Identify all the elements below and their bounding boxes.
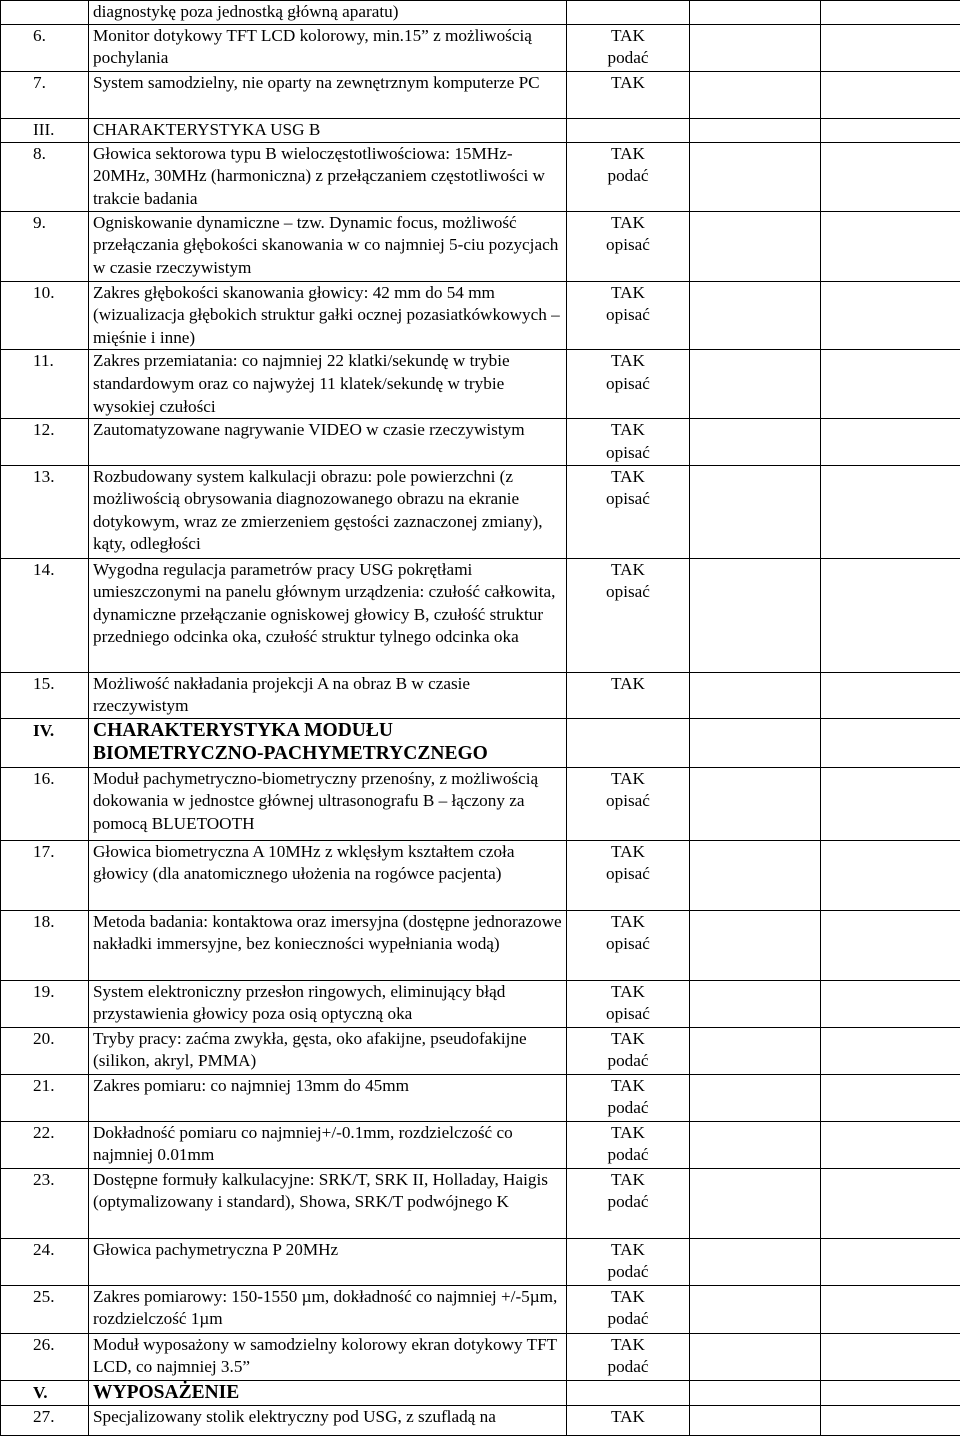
required-parameter (567, 1121, 690, 1168)
required-value: podać (567, 165, 689, 188)
requirement-description: Głowica pachymetryczna P 20MHz (89, 1238, 567, 1285)
required-value: TAK (567, 768, 689, 791)
required-value: TAK (567, 212, 689, 235)
row-number: 23. (1, 1168, 89, 1238)
required-value: podać (567, 1144, 689, 1167)
offered-parameter-cell[interactable] (690, 1333, 821, 1380)
required-parameter (567, 1027, 690, 1074)
remarks-cell[interactable] (821, 1405, 960, 1435)
row-number: 17. (1, 840, 89, 910)
requirement-description: Rozbudowany system kalkulacji obrazu: pole powierzchni (z możliwością obrysowania diagnozowanego obrazu na ekranie dotykowym, wraz ze zmierzeniem gęstości zaznaczonej zmiany), kąty, odległości (89, 465, 567, 558)
required-value: TAK (567, 282, 689, 305)
offered-parameter-cell[interactable] (690, 1380, 821, 1405)
row-number: 25. (1, 1285, 89, 1333)
requirement-description: Możliwość nakładania projekcji A na obraz B w czasie rzeczywistym (89, 672, 567, 718)
row-number: 7. (1, 71, 89, 118)
row-number: 12. (1, 419, 89, 465)
required-value: TAK (567, 25, 689, 48)
required-value: opisać (567, 933, 689, 956)
required-parameter (567, 118, 690, 142)
required-value: opisać (567, 442, 689, 465)
offered-parameter-cell[interactable] (690, 840, 821, 910)
requirement-description: Zakres pomiaru: co najmniej 13mm do 45mm (89, 1074, 567, 1121)
section-title: CHARAKTERYSTYKA MODUŁU BIOMETRYCZNO-PACHYMETRYCZNEGO (89, 718, 567, 767)
row-number: 16. (1, 767, 89, 840)
table-row (1, 142, 960, 211)
table-row (1, 281, 960, 350)
required-value: TAK (567, 1122, 689, 1145)
specification-rows (1, 1, 960, 1436)
remarks-cell[interactable] (821, 350, 960, 419)
required-value: TAK (567, 1239, 689, 1262)
required-value: TAK (567, 1075, 689, 1098)
required-parameter (567, 840, 690, 910)
required-value: TAK (567, 350, 689, 373)
offered-parameter-cell[interactable] (690, 1405, 821, 1435)
remarks-cell[interactable] (821, 1380, 960, 1405)
offered-parameter-cell[interactable] (690, 211, 821, 281)
offered-parameter-cell[interactable] (690, 142, 821, 211)
remarks-cell[interactable] (821, 1285, 960, 1333)
required-value: opisać (567, 863, 689, 886)
required-value: podać (567, 47, 689, 70)
required-value: opisać (567, 373, 689, 396)
row-number: 14. (1, 558, 89, 672)
remarks-cell[interactable] (821, 1074, 960, 1121)
offered-parameter-cell[interactable] (690, 718, 821, 767)
row-number: 8. (1, 142, 89, 211)
required-value: TAK (567, 419, 689, 442)
required-parameter (567, 558, 690, 672)
requirement-description: Wygodna regulacja parametrów pracy USG pokrętłami umieszczonymi na panelu głównym urządzenia: czułość całkowita, dynamiczne przełączanie ogniskowej głowicy B, czułość struktur przedniego odcinka oka, czułość struktur tylnego odcinka oka (89, 558, 567, 672)
remarks-cell[interactable] (821, 767, 960, 840)
required-value: TAK (567, 1028, 689, 1051)
row-number: 10. (1, 281, 89, 350)
required-parameter (567, 718, 690, 767)
row-number: 24. (1, 1238, 89, 1285)
row-number: 22. (1, 1121, 89, 1168)
offered-parameter-cell[interactable] (690, 1168, 821, 1238)
table-row (1, 1121, 960, 1168)
required-value: opisać (567, 304, 689, 327)
requirement-description: System samodzielny, nie oparty na zewnętrznym komputerze PC (89, 71, 567, 118)
required-parameter (567, 767, 690, 840)
offered-parameter-cell[interactable] (690, 350, 821, 419)
row-number: 15. (1, 672, 89, 718)
required-parameter (567, 1380, 690, 1405)
table-row (1, 980, 960, 1027)
remarks-cell[interactable] (821, 211, 960, 281)
section-header-row (1, 1380, 960, 1405)
required-value: TAK (567, 143, 689, 166)
table-row (1, 465, 960, 558)
requirement-description: Ogniskowanie dynamiczne – tzw. Dynamic focus, możliwość przełączania głębokości skanowania w co najmniej 5-ciu pozycjach w czasie rzeczywistym (89, 211, 567, 281)
required-parameter (567, 910, 690, 980)
required-value: opisać (567, 581, 689, 604)
row-number: 18. (1, 910, 89, 980)
table-row (1, 672, 960, 718)
required-parameter (567, 142, 690, 211)
remarks-cell[interactable] (821, 1238, 960, 1285)
remarks-cell[interactable] (821, 24, 960, 71)
required-parameter (567, 1285, 690, 1333)
table-row (1, 840, 960, 910)
offered-parameter-cell[interactable] (690, 767, 821, 840)
offered-parameter-cell[interactable] (690, 465, 821, 558)
required-value: TAK (567, 1406, 689, 1429)
required-parameter (567, 71, 690, 118)
remarks-cell[interactable] (821, 1027, 960, 1074)
table-row (1, 71, 960, 118)
remarks-cell[interactable] (821, 1333, 960, 1380)
remarks-cell[interactable] (821, 672, 960, 718)
required-value: TAK (567, 981, 689, 1004)
row-number: 9. (1, 211, 89, 281)
offered-parameter-cell[interactable] (690, 1238, 821, 1285)
required-value: TAK (567, 673, 689, 696)
required-parameter (567, 1, 690, 25)
remarks-cell[interactable] (821, 558, 960, 672)
requirement-description: Zakres przemiatania: co najmniej 22 klatki/sekundę w trybie standardowym oraz co najwyżej 11 klatek/sekundę w trybie wysokiej czułości (89, 350, 567, 419)
required-value: TAK (567, 911, 689, 934)
row-number: 6. (1, 24, 89, 71)
offered-parameter-cell[interactable] (690, 1027, 821, 1074)
table-row (1, 1405, 960, 1435)
table-row (1, 910, 960, 980)
remarks-cell[interactable] (821, 281, 960, 350)
required-value: TAK (567, 559, 689, 582)
required-parameter (567, 24, 690, 71)
table-row (1, 767, 960, 840)
requirement-description: Dokładność pomiaru co najmniej+/-0.1mm, rozdzielczość co najmniej 0.01mm (89, 1121, 567, 1168)
row-number: III. (1, 118, 89, 142)
requirement-description: Moduł pachymetryczno-biometryczny przenośny, z możliwością dokowania w jednostce głównej ultrasonografu B – łączony za pomocą BLUETOOTH (89, 767, 567, 840)
required-parameter (567, 672, 690, 718)
offered-parameter-cell[interactable] (690, 118, 821, 142)
required-parameter (567, 1074, 690, 1121)
required-value: opisać (567, 488, 689, 511)
required-value: TAK (567, 1286, 689, 1309)
required-parameter (567, 1168, 690, 1238)
required-value: podać (567, 1308, 689, 1331)
required-parameter (567, 350, 690, 419)
remarks-cell[interactable] (821, 142, 960, 211)
remarks-cell[interactable] (821, 71, 960, 118)
table-row (1, 1168, 960, 1238)
remarks-cell[interactable] (821, 465, 960, 558)
requirement-description: Zautomatyzowane nagrywanie VIDEO w czasie rzeczywistym (89, 419, 567, 465)
table-row (1, 350, 960, 419)
table-row (1, 558, 960, 672)
requirement-description: System elektroniczny przesłon ringowych, eliminujący błąd przystawienia głowicy poza osią optyczną oka (89, 980, 567, 1027)
row-number: V. (1, 1380, 89, 1405)
required-value: TAK (567, 841, 689, 864)
required-value: podać (567, 1356, 689, 1379)
remarks-cell[interactable] (821, 840, 960, 910)
section-header-row (1, 718, 960, 767)
table-row (1, 1027, 960, 1074)
offered-parameter-cell[interactable] (690, 24, 821, 71)
requirement-description: Głowica sektorowa typu B wieloczęstotliwościowa: 15MHz-20MHz, 30MHz (harmoniczna) z przełączaniem częstotliwości w trakcie badania (89, 142, 567, 211)
required-value: TAK (567, 1169, 689, 1192)
requirement-description: Metoda badania: kontaktowa oraz imersyjna (dostępne jednorazowe nakładki immersyjne, bez konieczności wypełniania wodą) (89, 910, 567, 980)
required-parameter (567, 465, 690, 558)
offered-parameter-cell[interactable] (690, 672, 821, 718)
required-parameter (567, 281, 690, 350)
offered-parameter-cell[interactable] (690, 71, 821, 118)
required-parameter (567, 1238, 690, 1285)
remarks-cell[interactable] (821, 1121, 960, 1168)
row-number: 27. (1, 1405, 89, 1435)
row-number: 26. (1, 1333, 89, 1380)
requirement-description: Zakres głębokości skanowania głowicy: 42 mm do 54 mm (wizualizacja głębokich struktur gałki ocznej pozasiatkówkowych – mięśnie i inne) (89, 281, 567, 350)
offered-parameter-cell[interactable] (690, 1, 821, 25)
remarks-cell[interactable] (821, 980, 960, 1027)
requirement-description: diagnostykę poza jednostką główną aparatu) (89, 1, 567, 25)
table-row (1, 1074, 960, 1121)
required-value: podać (567, 1097, 689, 1120)
remarks-cell[interactable] (821, 910, 960, 980)
requirement-description: Tryby pracy: zaćma zwykła, gęsta, oko afakijne, pseudofakijne (silikon, akryl, PMMA) (89, 1027, 567, 1074)
offered-parameter-cell[interactable] (690, 558, 821, 672)
row-number: 19. (1, 980, 89, 1027)
table-row (1, 24, 960, 71)
table-row (1, 1, 960, 25)
required-value: podać (567, 1191, 689, 1214)
section-title: WYPOSAŻENIE (89, 1380, 567, 1405)
requirement-description: Głowica biometryczna A 10MHz z wklęsłym kształtem czoła głowicy (dla anatomicznego ułożenia na rogówce pacjenta) (89, 840, 567, 910)
table-row (1, 1238, 960, 1285)
required-value: TAK (567, 1334, 689, 1357)
remarks-cell[interactable] (821, 118, 960, 142)
offered-parameter-cell[interactable] (690, 910, 821, 980)
section-header-row (1, 118, 960, 142)
offered-parameter-cell[interactable] (690, 419, 821, 465)
required-value: opisać (567, 790, 689, 813)
required-parameter (567, 211, 690, 281)
requirement-description: Monitor dotykowy TFT LCD kolorowy, min.15” z możliwością pochylania (89, 24, 567, 71)
row-number: 20. (1, 1027, 89, 1074)
remarks-cell[interactable] (821, 1, 960, 25)
requirement-description: Zakres pomiarowy: 150-1550 µm, dokładność co najmniej +/-5µm, rozdzielczość 1µm (89, 1285, 567, 1333)
remarks-cell[interactable] (821, 1168, 960, 1238)
required-parameter (567, 980, 690, 1027)
row-number: 11. (1, 350, 89, 419)
required-value: TAK (567, 72, 689, 95)
remarks-cell[interactable] (821, 718, 960, 767)
remarks-cell[interactable] (821, 419, 960, 465)
offered-parameter-cell[interactable] (690, 1074, 821, 1121)
requirement-description: Moduł wyposażony w samodzielny kolorowy ekran dotykowy TFT LCD, co najmniej 3.5” (89, 1333, 567, 1380)
required-value: TAK (567, 466, 689, 489)
required-value: opisać (567, 1003, 689, 1026)
offered-parameter-cell[interactable] (690, 1285, 821, 1333)
requirement-description: Specjalizowany stolik elektryczny pod USG, z szufladą na (89, 1405, 567, 1435)
required-parameter (567, 1333, 690, 1380)
table-row (1, 419, 960, 465)
offered-parameter-cell[interactable] (690, 281, 821, 350)
required-value: podać (567, 1050, 689, 1073)
row-number: 13. (1, 465, 89, 558)
required-parameter (567, 1405, 690, 1435)
offered-parameter-cell[interactable] (690, 980, 821, 1027)
required-value: opisać (567, 234, 689, 257)
section-title: CHARAKTERYSTYKA USG B (89, 118, 567, 142)
required-parameter (567, 419, 690, 465)
row-number: 21. (1, 1074, 89, 1121)
row-number (1, 1, 89, 25)
requirement-description: Dostępne formuły kalkulacyjne: SRK/T, SRK II, Holladay, Haigis (optymalizowany i standard), Showa, SRK/T podwójnego K (89, 1168, 567, 1238)
required-value: podać (567, 1261, 689, 1284)
table-row (1, 1333, 960, 1380)
table-row (1, 1285, 960, 1333)
row-number: IV. (1, 718, 89, 767)
table-row (1, 211, 960, 281)
offered-parameter-cell[interactable] (690, 1121, 821, 1168)
